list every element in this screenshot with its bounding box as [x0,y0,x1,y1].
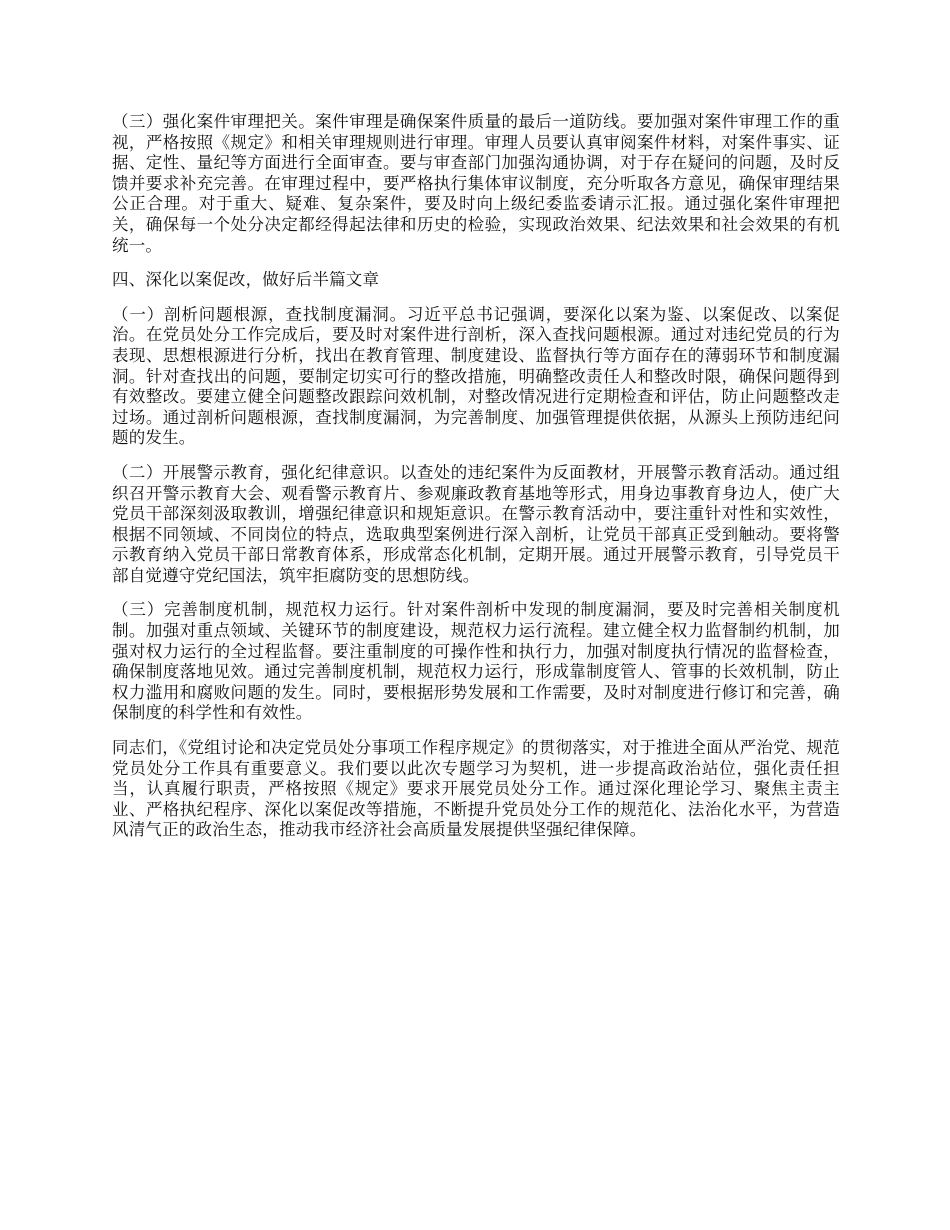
paragraph-institution-improvement: （三）完善制度机制，规范权力运行。针对案件剖析中发现的制度漏洞，要及时完善相关制度机制。加强对重点领域、关键环节的制度建设，规范权力运行流程。建立健全权力监督制约机制，加强对权力运行的全过程监督。要注重制度的可操作性和执行力，加强对制度执行情况的监督检查，确保制度落地见效。通过完善制度机制，规范权力运行，形成靠制度管人、管事的长效机制，防止权力滥用和腐败问题的发生。同时，要根据形势发展和工作需要，及时对制度进行修订和完善，确保制度的科学性和有效性。 [112,600,840,723]
document-page [112,112,840,855]
paragraph-warning-education: （二）开展警示教育，强化纪律意识。以查处的违纪案件为反面教材，开展警示教育活动。通过组织召开警示教育大会、观看警示教育片、参观廉政教育基地等形式，用身边事教育身边人，使广大党员干部深刻汲取教训，增强纪律意识和规矩意识。在警示教育活动中，要注重针对性和实效性，根据不同领域、不同岗位的特点，选取典型案例进行深入剖析，让党员干部真正受到触动。要将警示教育纳入党员干部日常教育体系，形成常态化机制，定期开展。通过开展警示教育，引导党员干部自觉遵守党纪国法，筑牢拒腐防变的思想防线。 [112,462,840,585]
paragraph-conclusion: 同志们，《党组讨论和决定党员处分事项工作程序规定》的贯彻落实，对于推进全面从严治党、规范党员处分工作具有重要意义。我们要以此次专题学习为契机，进一步提高政治站位，强化责任担当，认真履行职责，严格按照《规定》要求开展党员处分工作。通过深化理论学习、聚焦主责主业、严格执纪程序、深化以案促改等措施，不断提升党员处分工作的规范化、法治化水平，为营造风清气正的政治生态，推动我市经济社会高质量发展提供坚强纪律保障。 [112,738,840,840]
paragraph-case-review: （三）强化案件审理把关。案件审理是确保案件质量的最后一道防线。要加强对案件审理工作的重视，严格按照《规定》和相关审理规则进行审理。审理人员要认真审阅案件材料，对案件事实、证据、定性、量纪等方面进行全面审查。要与审查部门加强沟通协调，对于存在疑问的问题，及时反馈并要求补充完善。在审理过程中，要严格执行集体审议制度，充分听取各方意见，确保审理结果公正合理。对于重大、疑难、复杂案件，要及时向上级纪委监委请示汇报。通过强化案件审理把关，确保每一个处分决定都经得起法律和历史的检验，实现政治效果、纪法效果和社会效果的有机统一。 [112,112,840,255]
paragraph-root-cause-analysis: （一）剖析问题根源，查找制度漏洞。习近平总书记强调，要深化以案为鉴、以案促改、以案促治。在党员处分工作完成后，要及时对案件进行剖析，深入查找问题根源。通过对违纪党员的行为表现、思想根源进行分析，找出在教育管理、制度建设、监督执行等方面存在的薄弱环节和制度漏洞。针对查找出的问题，要制定切实可行的整改措施，明确整改责任人和整改时限，确保问题得到有效整改。要建立健全问题整改跟踪问效机制，对整改情况进行定期检查和评估，防止问题整改走过场。通过剖析问题根源，查找制度漏洞，为完善制度、加强管理提供依据，从源头上预防违纪问题的发生。 [112,304,840,448]
section-heading-four: 四、深化以案促改，做好后半篇文章 [112,270,380,290]
